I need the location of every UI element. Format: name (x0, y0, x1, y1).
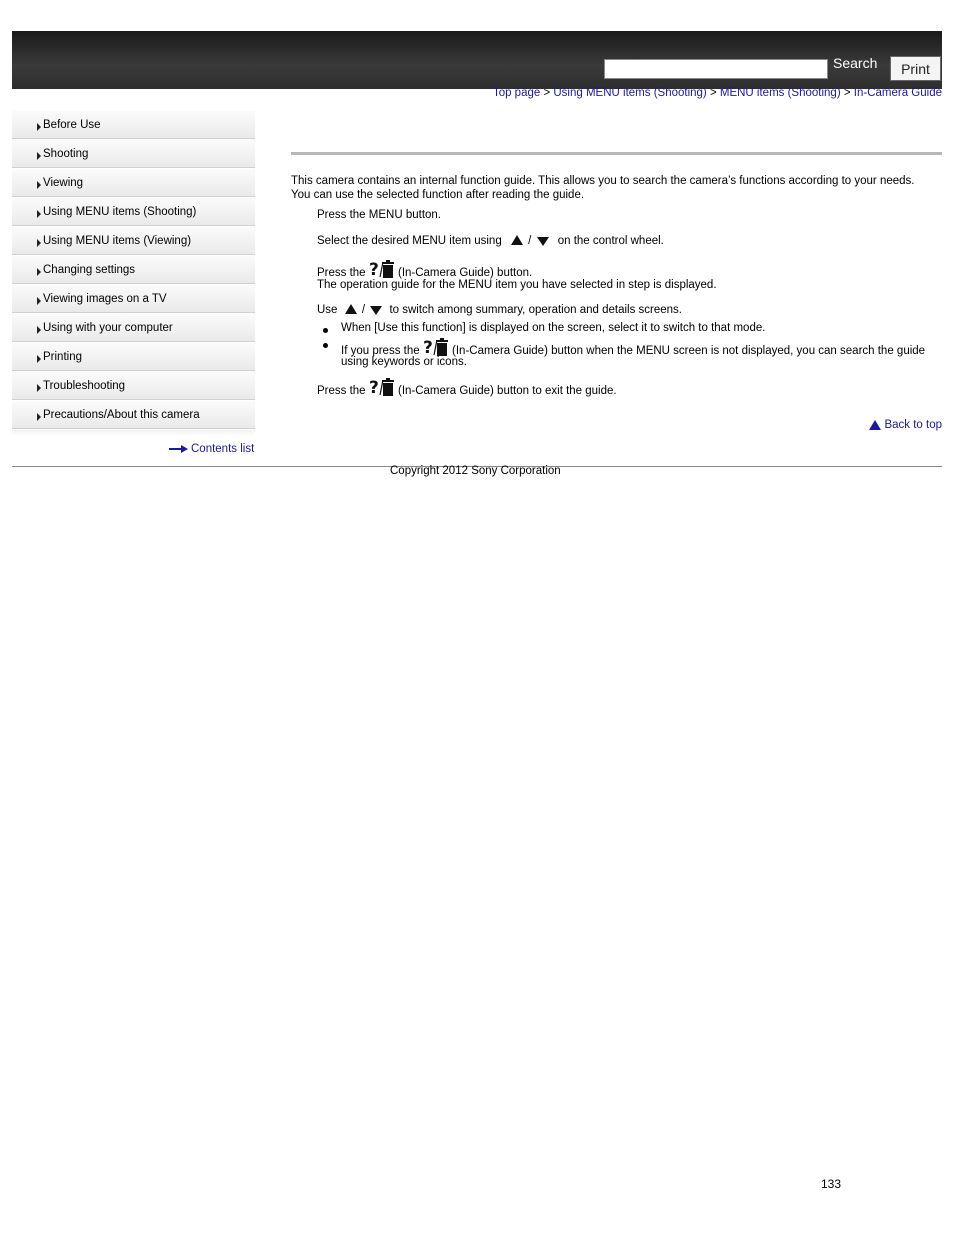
triangle-right-icon (37, 123, 41, 131)
sidebar-item-label: Troubleshooting (43, 380, 126, 392)
sidebar-item-label: Precautions/About this camera (43, 409, 200, 421)
svg-text:?: ? (422, 338, 433, 357)
sidebar-item-viewing[interactable] (12, 169, 255, 198)
up-arrow-icon (343, 302, 359, 316)
sidebar-footer (12, 430, 255, 436)
breadcrumb-separator: > (840, 87, 854, 99)
sidebar-item-troubleshooting[interactable] (12, 372, 255, 401)
step-5-text-post: (In-Camera Guide) button to exit the guide. (397, 385, 617, 397)
bullet-icon (323, 343, 328, 348)
sidebar-item-label: Viewing images on a TV (43, 293, 167, 305)
step-1-text: Press the MENU button. (317, 209, 441, 221)
bullet-icon (323, 328, 328, 333)
help-trash-icon (369, 377, 395, 397)
up-arrow-icon (509, 233, 525, 247)
triangle-right-icon (37, 152, 41, 160)
arrow-right-icon (169, 444, 189, 454)
breadcrumb (493, 87, 942, 99)
triangle-right-icon (37, 210, 41, 218)
note-2-text-post: (In-Camera Guide) button when the MENU screen is not displayed, you can search the guide (452, 345, 926, 357)
intro-text-1: This camera contains an internal function guide. This allows you to search the camera’s functions according to your needs. (291, 175, 915, 187)
sidebar-item-label: Changing settings (43, 264, 136, 276)
sidebar-item-label: Using MENU items (Shooting) (43, 206, 197, 218)
triangle-right-icon (37, 384, 41, 392)
help-trash-icon (369, 259, 395, 279)
triangle-right-icon (37, 239, 41, 247)
triangle-right-icon (37, 297, 41, 305)
step-3-line-2: The operation guide for the MENU item you have selected in step is displayed. (317, 279, 717, 291)
search-input[interactable] (604, 59, 828, 79)
sidebar-item-label: Using MENU items (Viewing) (43, 235, 192, 247)
sidebar-item-label: Before Use (43, 119, 101, 131)
step-2-text-post: on the control wheel. (557, 235, 664, 247)
note-1-text: When [Use this function] is displayed on the screen, select it to switch to that mode. (341, 322, 766, 334)
sidebar-item-changing-settings[interactable] (12, 256, 255, 285)
step-5-text-pre: Press the (317, 385, 366, 397)
note-2-text-pre: If you press the (341, 345, 420, 357)
sidebar-item-precautions[interactable] (12, 401, 255, 430)
sidebar-item-viewing-on-tv[interactable] (12, 285, 255, 314)
step-3-text-pre: Press the (317, 267, 366, 279)
breadcrumb-separator: > (540, 87, 554, 99)
page-number: 133 (821, 1177, 842, 1191)
svg-text:?: ? (368, 378, 379, 397)
back-to-top-label: Back to top (884, 419, 942, 431)
sidebar-item-label: Viewing (43, 177, 84, 189)
step-2-slash: / (528, 235, 532, 247)
step-5 (317, 377, 617, 397)
down-arrow-icon (535, 233, 551, 247)
title-rule (291, 152, 942, 155)
breadcrumb-top-page[interactable]: Top page (492, 87, 541, 99)
step-2-text-pre: Select the desired MENU item using (317, 235, 502, 247)
down-arrow-icon (368, 302, 384, 316)
sidebar-item-label: Shooting (43, 148, 89, 160)
step-3-text-post: (In-Camera Guide) button. (397, 267, 533, 279)
svg-text:?: ? (368, 260, 379, 279)
triangle-right-icon (37, 181, 41, 189)
step-4 (317, 302, 682, 316)
sidebar-nav (12, 111, 255, 436)
back-to-top-link[interactable] (868, 419, 942, 431)
sidebar-item-label: Printing (43, 351, 82, 363)
sidebar-item-using-menu-viewing[interactable] (12, 227, 255, 256)
breadcrumb-using-menu-shooting[interactable]: Using MENU items (Shooting) (553, 87, 707, 99)
sidebar-item-shooting[interactable] (12, 140, 255, 169)
sidebar-item-using-with-computer[interactable] (12, 314, 255, 343)
breadcrumb-in-camera-guide[interactable]: In-Camera Guide (853, 87, 942, 99)
help-trash-icon (423, 337, 449, 357)
note-2 (341, 337, 925, 357)
breadcrumb-separator: > (706, 87, 720, 99)
up-triangle-icon (868, 419, 882, 431)
step-3 (317, 259, 532, 279)
step-4-text-pre: Use (317, 304, 338, 316)
step-4-slash: / (361, 304, 366, 316)
copyright-text: Copyright 2012 Sony Corporation (390, 465, 561, 477)
note-2-line-2: using keywords or icons. (341, 356, 467, 368)
sidebar-item-printing[interactable] (12, 343, 255, 372)
breadcrumb-menu-items-shooting[interactable]: MENU items (Shooting) (719, 87, 841, 99)
sidebar-item-before-use[interactable] (12, 111, 255, 140)
step-2 (317, 233, 664, 247)
intro-text-2: You can use the selected function after reading the guide. (291, 189, 585, 201)
triangle-right-icon (37, 355, 41, 363)
search-button[interactable]: Search (833, 55, 878, 71)
sidebar-item-label: Using with your computer (43, 322, 173, 334)
contents-list-label: Contents list (191, 443, 255, 455)
triangle-right-icon (37, 326, 41, 334)
contents-list-link[interactable] (169, 443, 254, 455)
triangle-right-icon (37, 413, 41, 421)
sidebar-item-using-menu-shooting[interactable] (12, 198, 255, 227)
print-button[interactable]: Print (890, 56, 941, 81)
step-4-text-post: to switch among summary, operation and details screens. (389, 304, 683, 316)
triangle-right-icon (37, 268, 41, 276)
